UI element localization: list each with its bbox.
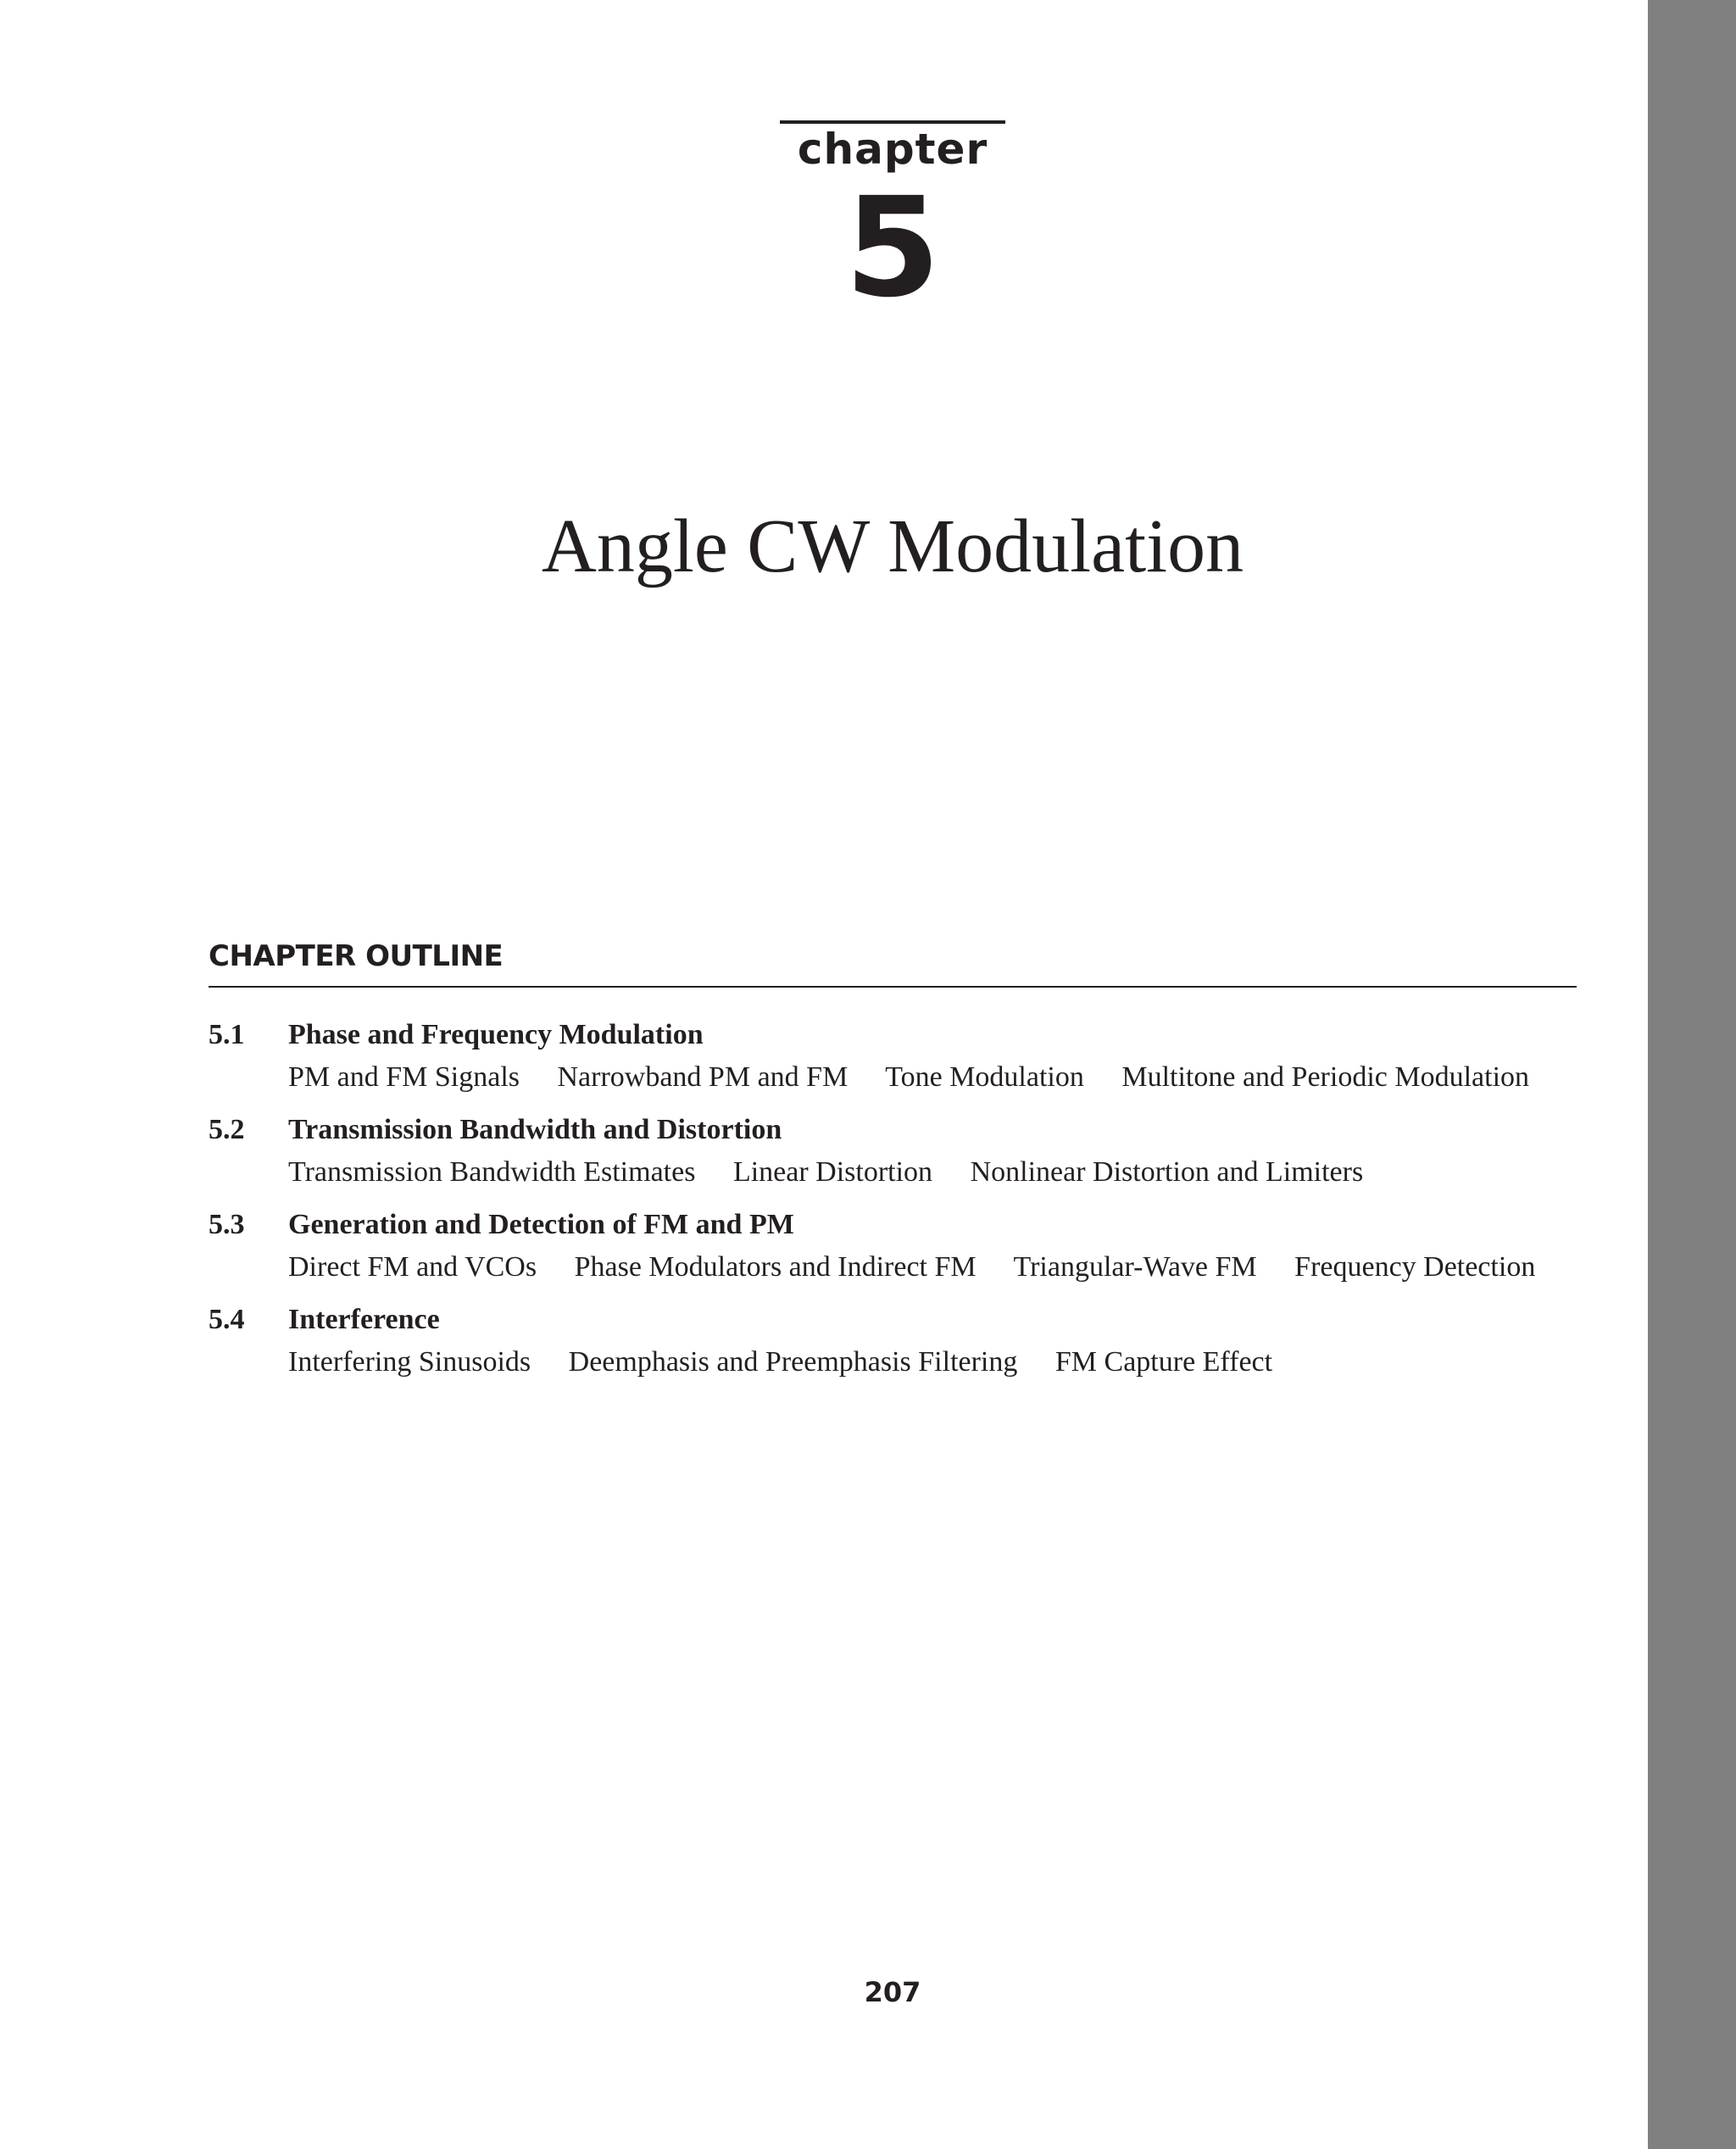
outline-rule [209,986,1577,988]
section-topics [209,1246,1599,1289]
topic-item: Nonlinear Distortion and Limiters [970,1156,1364,1188]
topic-item: Multitone and Periodic Modulation [1121,1061,1530,1093]
outline-section [209,1014,1599,1099]
topic-item: Direct FM and VCOs [288,1251,537,1283]
topic-item: Tone Modulation [885,1061,1084,1093]
page-number: 207 [864,1976,921,2008]
topic-item: FM Capture Effect [1054,1346,1273,1378]
outline-heading: CHAPTER OUTLINE [209,939,504,973]
topic-item: Linear Distortion [732,1156,933,1188]
topic-item: Interfering Sinusoids [288,1346,531,1378]
chapter-label: chapter [797,125,988,174]
topic-item: Narrowband PM and FM [557,1061,849,1093]
section-topics [209,1151,1599,1194]
topic-item: Frequency Detection [1294,1251,1536,1283]
page-edge-band [1648,0,1736,2149]
section-number: 5.1 [209,1019,245,1050]
section-title: Interference [288,1304,440,1335]
chapter-title: Angle CW Modulation [541,504,1244,588]
section-number: 5.4 [209,1304,245,1335]
topic-item: PM and FM Signals [288,1061,520,1093]
section-header [209,1109,1599,1151]
outline-section [209,1204,1599,1289]
section-number: 5.3 [209,1209,245,1240]
topic-item: Phase Modulators and Indirect FM [574,1251,976,1283]
section-title: Generation and Detection of FM and PM [288,1209,794,1240]
section-title: Transmission Bandwidth and Distortion [288,1114,782,1145]
section-topics [209,1341,1599,1383]
section-header [209,1299,1599,1341]
section-header [209,1014,1599,1056]
outline-list [209,1014,1599,1394]
section-header [209,1204,1599,1246]
topic-item: Deemphasis and Preemphasis Filtering [568,1346,1018,1378]
section-number: 5.2 [209,1114,245,1145]
topic-item: Transmission Bandwidth Estimates [288,1156,696,1188]
section-topics [209,1056,1599,1099]
topic-item: Triangular-Wave FM [1013,1251,1257,1283]
outline-section [209,1109,1599,1194]
outline-section [209,1299,1599,1383]
chapter-number: 5 [844,169,941,328]
section-title: Phase and Frequency Modulation [288,1019,704,1050]
